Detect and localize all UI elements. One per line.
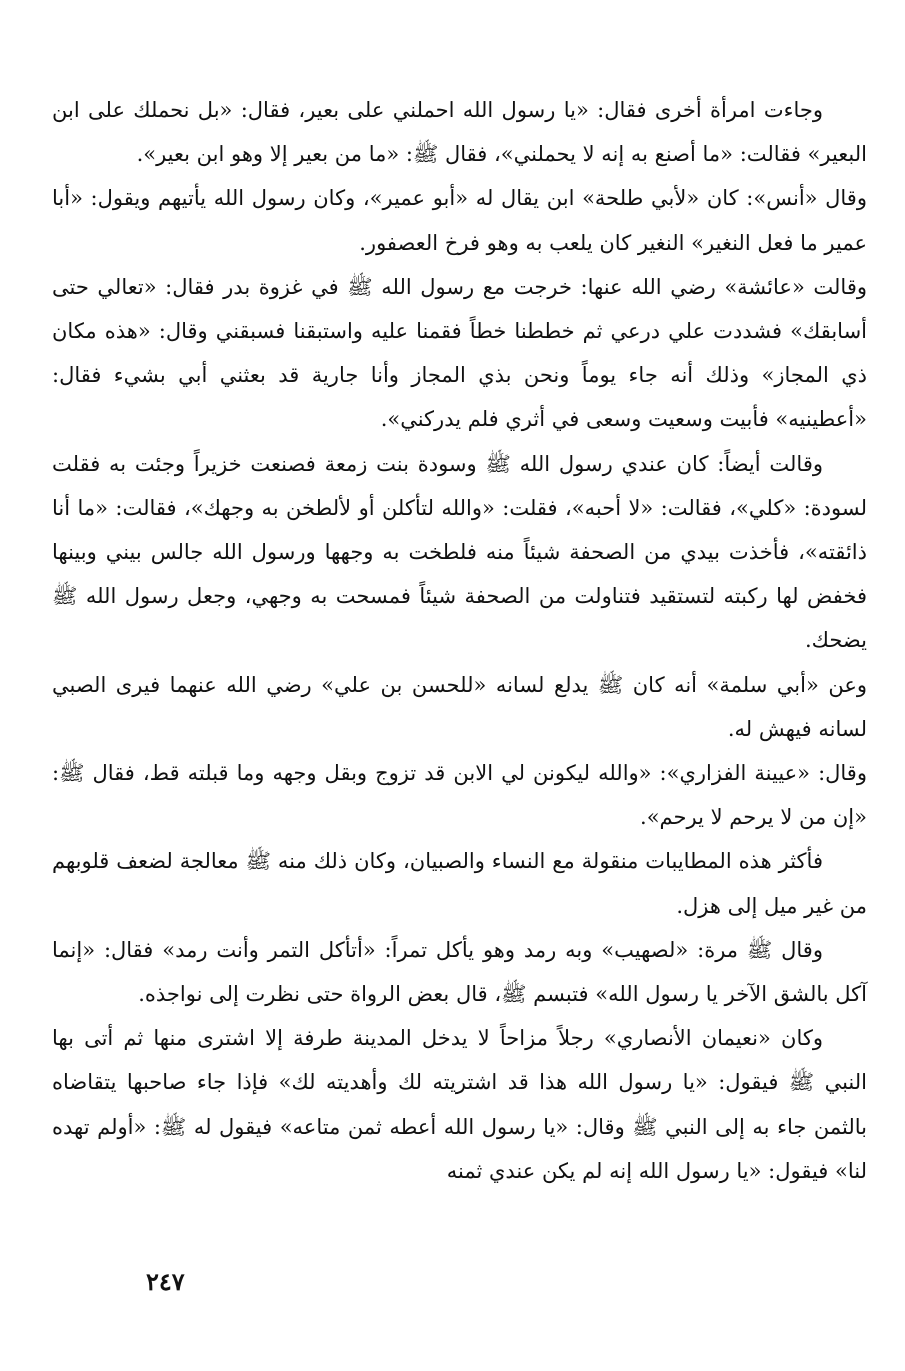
- paragraph: وقالت أيضاً: كان عندي رسول الله ﷺ وسودة بنت زمعة فصنعت خزيراً وجئت به فقلت لسودة: «كلي»، فقالت: «لا أحبه»، فقلت: «والله لتأكلن أو لألطخن به وجهك»، فقالت: «ما أنا ذائقته»، فأخذت بيدي من الصحفة شيئاً منه فلطخت به وجهها ورسول الله جالس بيني وبينها فخفض لها ركبته لتستقيد فتناولت من الصحفة شيئاً فمسحت به وجهي، وجعل رسول الله ﷺ يضحك.: [52, 451, 867, 653]
- page-number: ٢٤٧: [146, 1267, 185, 1296]
- paragraph: وقال ﷺ مرة: «لصهيب» وبه رمد وهو يأكل تمراً: «أتأكل التمر وأنت رمد» فقال: «إنما آكل بالشق الآخر يا رسول الله» فتبسم ﷺ، قال بعض الرواة حتى نظرت إلى نواجذه.: [52, 937, 867, 1007]
- paragraph: وقال «أنس»: كان «لأبي طلحة» ابن يقال له «أبو عمير»، وكان رسول الله يأتيهم ويقول: «أبا عمير ما فعل النغير» النغير كان يلعب به وهو فرخ العصفور.: [52, 186, 867, 255]
- paragraph: وقالت «عائشة» رضي الله عنها: خرجت مع رسول الله ﷺ في غزوة بدر فقال: «تعالي حتى أسابقك» فشددت علي درعي ثم خططنا خطاً فقمنا عليه واستبقنا فسبقني وقال: «هذه مكان ذي المجاز» وذلك أنه جاء يوماً ونحن بذي المجاز وأنا جارية قد بعثني أبي بشيء فقال: «أعطينيه» فأبيت وسعيت وسعى في أثري فلم يدركني».: [52, 274, 867, 432]
- body-text: [52, 88, 867, 1193]
- paragraph: وجاءت امرأة أخرى فقال: «يا رسول الله احملني على بعير، فقال: «بل نحملك على ابن البعير» فقالت: «ما أصنع به إنه لا يحملني»، فقال ﷺ: «ما من بعير إلا وهو ابن بعير».: [52, 98, 867, 167]
- paragraph: وعن «أبي سلمة» أنه كان ﷺ يدلع لسانه «للحسن بن علي» رضي الله عنهما فيرى الصبي لسانه فيهش له.: [52, 672, 867, 741]
- paragraph: وكان «نعيمان الأنصاري» رجلاً مزاحاً لا يدخل المدينة طرفة إلا اشترى منها ثم أتى بها النبي ﷺ فيقول: «يا رسول الله هذا قد اشتريته لك وأهديته لك» فإذا جاء صاحبها يتقاضاه بالثمن جاء به إلى النبي ﷺ وقال: «يا رسول الله أعطه ثمن متاعه» فيقول له ﷺ: «أولم تهده لنا» فيقول: «يا رسول الله إنه لم يكن عندي ثمنه: [52, 1026, 867, 1183]
- paragraph: وقال: «عيينة الفزاري»: «والله ليكونن لي الابن قد تزوج وبقل وجهه وما قبلته قط، فقال ﷺ: «إن من لا يرحم لا يرحم».: [52, 761, 867, 830]
- paragraph: فأكثر هذه المطايبات منقولة مع النساء والصبيان، وكان ذلك منه ﷺ معالجة لضعف قلوبهم من غير ميل إلى هزل.: [52, 849, 867, 918]
